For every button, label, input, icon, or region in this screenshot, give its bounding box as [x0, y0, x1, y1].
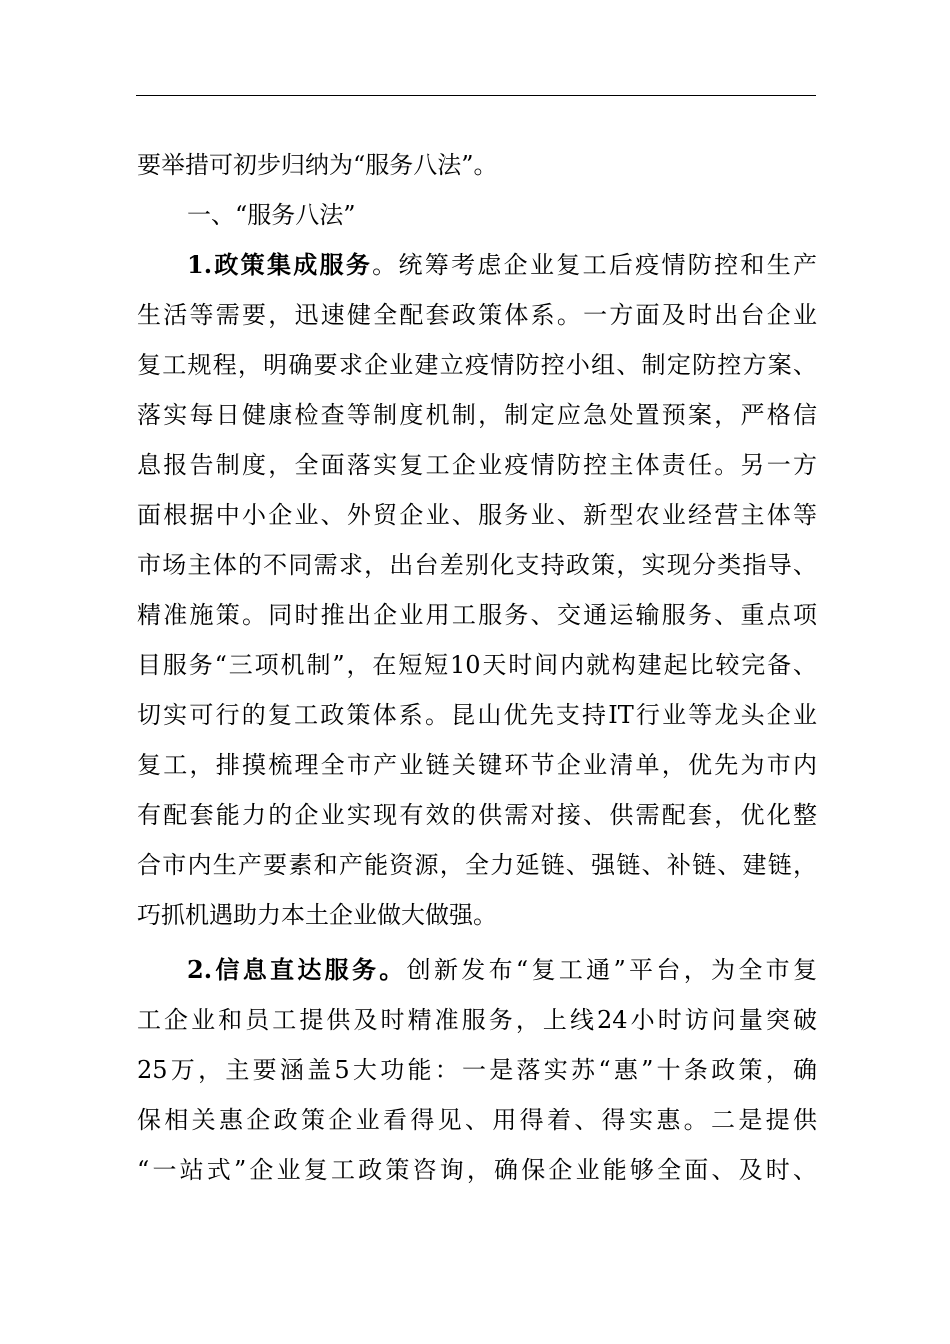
intro-line: 要举措可初步归纳为“服务八法”。 — [137, 151, 498, 179]
paragraph-1-first-line-text: 。统筹考虑企业复工后疫情防控和生产 — [372, 251, 817, 279]
paragraph-2-first-line — [137, 945, 817, 995]
paragraph-1-line: 目服务“三项机制”，在短短10天时间内就构建起比较完备、 — [137, 651, 817, 679]
paragraph-1-heading: 1.政策集成服务 — [187, 250, 373, 279]
paragraph-2-first-line-text: 创新发布“复工通”平台，为全市复 — [406, 956, 817, 984]
paragraph-2-heading: 2.信息直达服务。 — [187, 955, 407, 984]
paragraph-1-line: 面根据中小企业、外贸企业、服务业、新型农业经营主体等 — [137, 501, 817, 529]
paragraph-1-line: 精准施策。同时推出企业用工服务、交通运输服务、重点项 — [137, 601, 817, 629]
paragraph-2-line: 工企业和员工提供及时精准服务，上线24小时访问量突破 — [137, 1006, 817, 1034]
section-heading: 一、“服务八法” — [187, 201, 356, 229]
paragraph-1-line: 复工，排摸梳理全市产业链关键环节企业清单，优先为市内 — [137, 751, 817, 779]
paragraph-1-line: 复工规程，明确要求企业建立疫情防控小组、制定防控方案、 — [137, 351, 817, 379]
paragraph-1-last-line: 巧抓机遇助力本土企业做大做强。 — [137, 901, 497, 929]
header-rule — [136, 95, 816, 96]
paragraph-1-line: 生活等需要，迅速健全配套政策体系。一方面及时出台企业 — [137, 301, 817, 329]
paragraph-1-first-line — [137, 240, 817, 290]
paragraph-1-line: 切实可行的复工政策体系。昆山优先支持IT行业等龙头企业 — [137, 701, 817, 729]
paragraph-1-line: 息报告制度，全面落实复工企业疫情防控主体责任。另一方 — [137, 451, 817, 479]
paragraph-1-line: 落实每日健康检查等制度机制，制定应急处置预案，严格信 — [137, 401, 817, 429]
paragraph-1-line: 有配套能力的企业实现有效的供需对接、供需配套，优化整 — [137, 801, 817, 829]
paragraph-2-line: 保相关惠企政策企业看得见、用得着、得实惠。二是提供 — [137, 1106, 817, 1134]
paragraph-2-line: 25万，主要涵盖5大功能：一是落实苏“惠”十条政策，确 — [137, 1056, 817, 1084]
paragraph-1-line: 合市内生产要素和产能资源，全力延链、强链、补链、建链， — [137, 851, 817, 879]
document-body — [137, 140, 817, 1195]
paragraph-2-line: “一站式”企业复工政策咨询，确保企业能够全面、及时、 — [137, 1156, 817, 1184]
paragraph-1-line: 市场主体的不同需求，出台差别化支持政策，实现分类指导、 — [137, 551, 817, 579]
